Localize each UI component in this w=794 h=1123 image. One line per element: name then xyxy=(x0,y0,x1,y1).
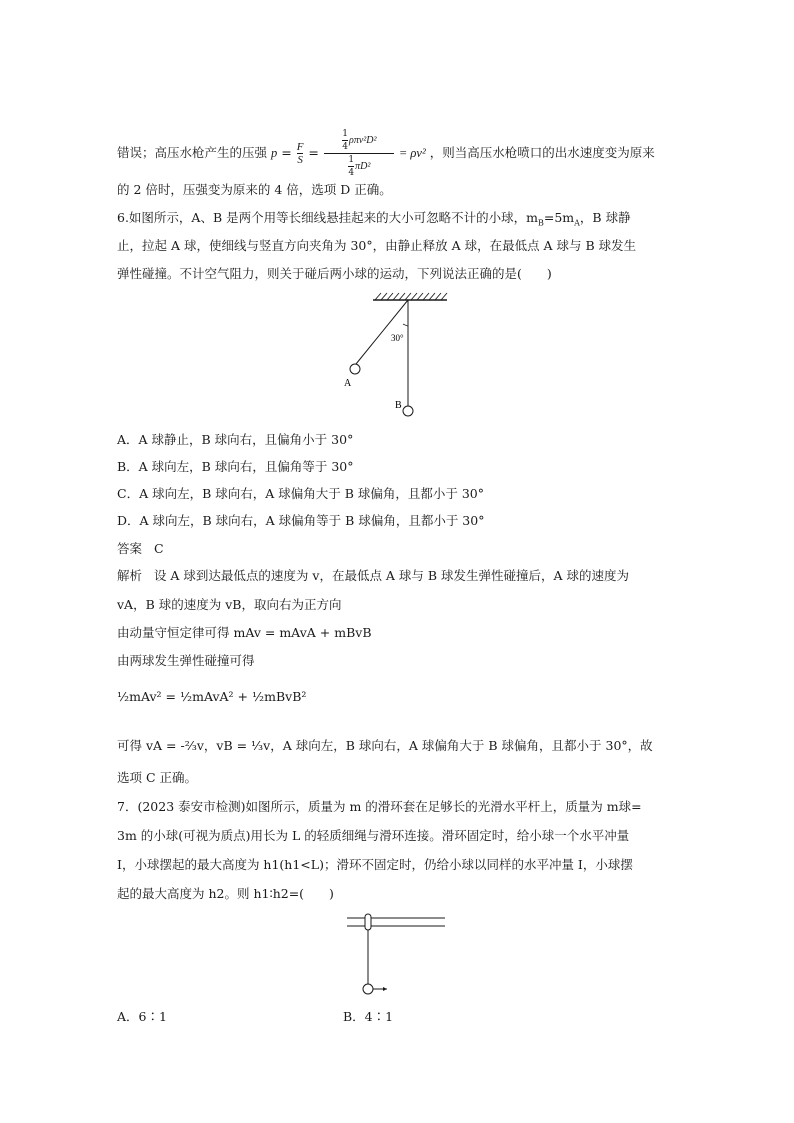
q6-stem-line3: 弹性碰撞。不计空气阻力，则关于碰后两小球的运动，下列说法正确的是( ) xyxy=(117,266,552,281)
num-quarter-bot: 4 xyxy=(342,142,349,152)
analysis-label: 解析 xyxy=(117,568,143,583)
string-A xyxy=(356,300,408,364)
q6-analysis-line5: ½mAv² = ½mAvA² + ½mBvB² xyxy=(117,689,307,704)
q6-analysis-line3: 由动量守恒定律可得 mAv = mAvA + mBvB xyxy=(117,625,372,640)
q6-analysis-line7: 选项 C 正确。 xyxy=(117,770,198,785)
q6-stem1-a: 6.如图所示，A、B 是两个用等长细线悬挂起来的大小可忽略不计的小球，m xyxy=(117,210,538,225)
formula-result: = ρv² xyxy=(398,146,426,160)
q6-stem-line1 xyxy=(117,209,631,233)
formula-num-quarter xyxy=(342,128,348,153)
ball xyxy=(363,984,373,994)
formula-p: p xyxy=(271,146,278,160)
q5-text-suffix: ，则当高压水枪喷口的出水速度变为原来 xyxy=(429,145,655,160)
formula-den-quarter xyxy=(348,154,354,179)
formula-F-over-S xyxy=(297,141,304,166)
slider-ring xyxy=(365,914,371,930)
q6-option-c: C．A 球向左，B 球向右，A 球偏角大于 B 球偏角，且都小于 30° xyxy=(117,486,484,501)
formula-S: S xyxy=(297,154,303,166)
formula-eq: = xyxy=(281,145,292,160)
q6-answer xyxy=(117,540,164,558)
den-quarter-bot: 4 xyxy=(348,168,355,178)
answer-label: 答案 xyxy=(117,541,143,556)
q6-analysis-line4: 由两球发生弹性碰撞可得 xyxy=(117,653,255,668)
formula-F: F xyxy=(296,141,304,153)
q6-option-b: B．A 球向左，B 球向右，且偏角等于 30° xyxy=(117,459,354,474)
q7-slider-figure xyxy=(345,912,455,1000)
q6-analysis-line2: vA，B 球的速度为 vB，取向右为正方向 xyxy=(117,597,342,612)
q7-stem-line1: 7．(2023 泰安市检测)如图所示，质量为 m 的滑环套在足够长的光滑水平杆上，质量为 m球= xyxy=(117,799,642,814)
q5-text-prefix: 错误；高压水枪产生的压强 xyxy=(117,145,268,160)
q5-formula-line xyxy=(117,128,655,179)
q7-option-b: B．4∶1 xyxy=(343,1009,394,1024)
ball-B xyxy=(403,406,413,416)
label-B: B xyxy=(395,400,402,411)
q7-stem-line3: I，小球摆起的最大高度为 h1(h1<L)；滑环不固定时，仍给小球以同样的水平冲量 I，小球摆 xyxy=(117,857,633,872)
formula-den-expr: πD² xyxy=(355,161,371,172)
q6-stem1-sub2: A xyxy=(574,218,580,228)
q6-stem1-mid: =5m xyxy=(543,210,575,225)
q7-stem-line2: 3m 的小球(可视为质点)用长为 L 的轻质细绳与滑环连接。滑环固定时，给小球一个水平冲量 xyxy=(117,828,630,843)
num-quarter-top: 1 xyxy=(342,129,349,139)
q6-option-d: D．A 球向左，B 球向右，A 球偏角等于 B 球偏角，且都小于 30° xyxy=(117,513,485,528)
q7-stem-line4: 起的最大高度为 h2。则 h1∶h2=( ) xyxy=(117,886,334,901)
formula-num-expr: ρπv²D² xyxy=(349,135,377,146)
angle-arc xyxy=(403,324,408,326)
q5-conclusion: 的 2 倍时，压强变为原来的 4 倍，选项 D 正确。 xyxy=(117,182,392,197)
label-A: A xyxy=(344,378,352,389)
q6-stem-line2: 止，拉起 A 球，使细线与竖直方向夹角为 30°，由静止释放 A 球，在最低点 A 球与 B 球发生 xyxy=(117,238,637,253)
q6-analysis-line6: 可得 vA = -⅔v，vB = ⅓v，A 球向左，B 球向右，A 球偏角大于 B 球偏角，且都小于 30°，故 xyxy=(117,738,653,753)
q6-stem1-end: ，B 球静 xyxy=(579,210,631,225)
ball-A xyxy=(350,364,360,374)
q6-stem1-sub: B xyxy=(537,218,544,228)
angle-label: 30° xyxy=(391,333,404,343)
formula-eq-2: = xyxy=(308,145,319,160)
q6-option-a: A．A 球静止，B 球向右，且偏角小于 30° xyxy=(117,432,354,447)
analysis-text-1: 设 A 球到达最低点的速度为 v，在最低点 A 球与 B 球发生弹性碰撞后，A 球的速度为 xyxy=(153,568,630,583)
answer-value: C xyxy=(153,541,164,556)
q6-pendulum-figure xyxy=(335,292,455,422)
q7-option-a: A．6∶1 xyxy=(117,1009,167,1024)
formula-big-fraction xyxy=(324,128,394,179)
den-quarter-top: 1 xyxy=(348,155,355,165)
formula-numerator xyxy=(341,128,376,153)
formula-denominator xyxy=(347,154,370,179)
q6-analysis-line1 xyxy=(117,567,629,585)
